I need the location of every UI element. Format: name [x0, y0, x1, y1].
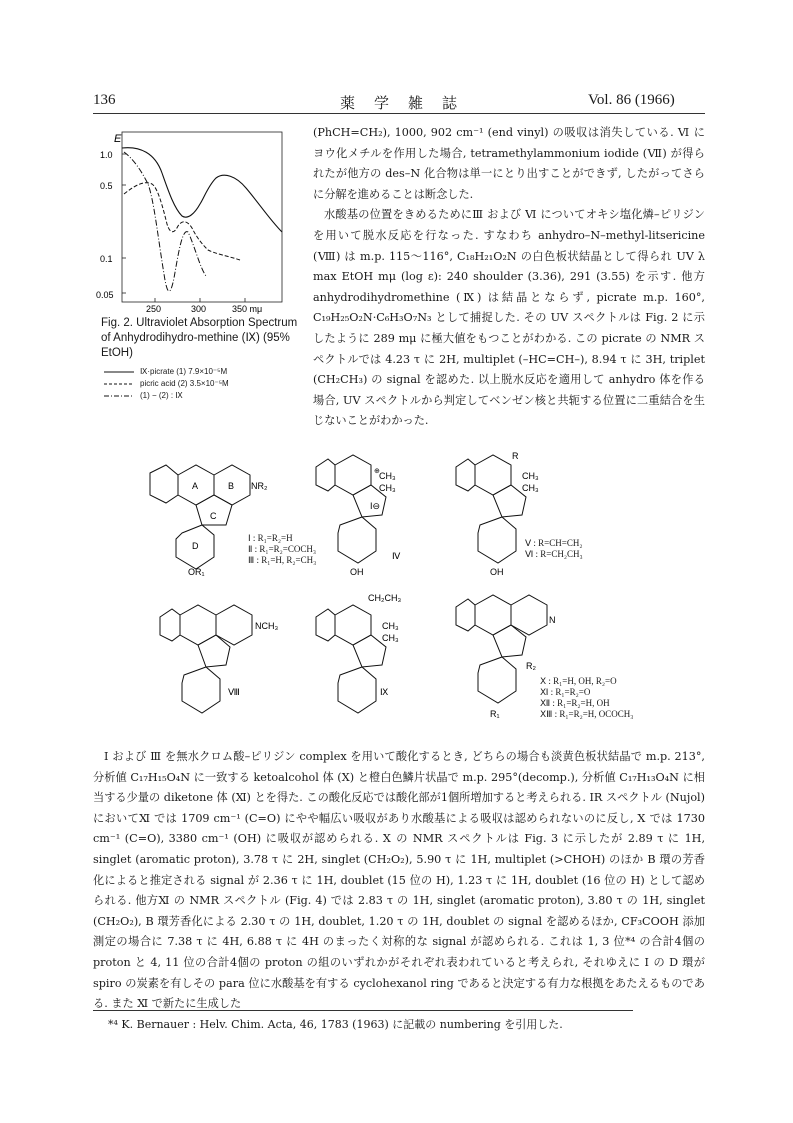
label-iii: Ⅲ : R₁=H, R₂=CH₃ [248, 555, 317, 565]
ring-d: D [192, 541, 199, 551]
ring-a: A [192, 481, 199, 491]
structure-v-vi [456, 455, 526, 563]
header-rule [93, 113, 705, 114]
journal-title: 薬 学 雑 誌 [340, 96, 460, 112]
atom-n-x: N [549, 615, 556, 625]
structure-ix [316, 605, 389, 713]
atom-oh-v: OH [490, 567, 504, 577]
label-ix: Ⅸ [380, 687, 389, 697]
footnote-rule [93, 1010, 633, 1011]
x-tick-1: 250 [146, 304, 162, 314]
y-tick-2: 0.5 [100, 181, 113, 191]
y-tick-3: 0.1 [100, 254, 113, 264]
paragraph-1: (PhCH=CH₂), 1000, 902 cm⁻¹ (end vinyl) の吸収は消失している. Ⅵ にヨウ化メチルを作用した場合, tetramethylammonium iodide (Ⅶ) が得られたが他方の des–N 化合物は単一にとり出すことができず, したがってさらに分解を進めることは断念した. [313, 126, 705, 201]
figure-legend [104, 366, 304, 402]
atom-or1: OR₁ [188, 567, 205, 577]
atom-ch3-iv-1: CH₃ [379, 471, 396, 481]
legend-item-2: picric acid (2) 3.5×10⁻⁵M [140, 379, 229, 388]
atom-nch3: NCH₃ [255, 621, 279, 631]
page-number: 136 [93, 92, 116, 108]
atom-iodide: I⊖ [370, 501, 381, 511]
atom-r-v: R [512, 451, 519, 461]
atom-r2-x: R₂ [526, 661, 536, 671]
ring-c: C [210, 511, 217, 521]
footnote: *⁴ K. Bernauer : Helv. Chim. Acta, 46, 1783 (1963) に記載の numbering を引用した. [108, 1018, 563, 1031]
structure-i-iii [150, 465, 250, 569]
atom-nr2: NR₂ [251, 481, 268, 491]
atom-ch3-ix-1: CH₃ [382, 621, 399, 631]
legend-item-3: (1) − (2) : Ⅸ [140, 391, 183, 400]
atom-plus: ⊕ [374, 468, 380, 475]
right-column-text [313, 123, 705, 432]
series-difference [124, 152, 206, 291]
structure-x-xiii [456, 595, 547, 703]
label-iv: Ⅳ [392, 551, 401, 561]
atom-ch2ch3: CH₂CH₃ [368, 593, 402, 603]
y-tick-1: 1.0 [100, 150, 113, 160]
paragraph-2: 水酸基の位置をきめるためにⅢ および Ⅵ についてオキシ塩化燐–ピリジンを用いて脱水反応を行なった. すなわち anhydro–N–methyl-litsericine (Ⅷ) は m.p. 115〜116°, C₁₈H₂₁O₂N の白色板状結晶として得られ UV λ max EtOH mμ (log ε): 240 shoulder (3.36), 291 (3.55) を示す. 他方 anhydrodihydromethine (Ⅸ) は結晶とならず, picrate m.p. 160°, C₁₉H₂₅O₂N·C₆H₃O₇N₃ として捕捉した. その UV スペクトルは Fig. 2 に示したように 289 mμ に極大値をもつことがわかる. この picrate の NMR スペクトルでは 4.23 τ に 2H, multiplet (–HC=CH–), 8.94 τ に 3H, triplet (CH₂CH₃) の signal を認めた. 以上脱水反応を適用して anhydro 体を作る場合, UV スペクトルから判定してベンゼン核と共轭する位置に二重結合を生じないことがわかった. [313, 208, 705, 428]
x-tick-2: 300 [191, 304, 207, 314]
uv-spectrum-figure [96, 128, 290, 314]
structure-labels-v-vi [525, 538, 583, 560]
label-ii: Ⅱ : R₁=R₂=COCH₃ [248, 544, 317, 554]
paragraph-3: Ⅰ および Ⅲ を無水クロム酸–ピリジン complex を用いて酸化するとき, どちらの場合も淡黄色板状結晶で m.p. 213°, 分析値 C₁₇H₁₅O₄N に一致する ketoalcohol 体 (Ⅹ) と橙白色鱗片状晶で m.p. 295°(decomp.), 分析値 C₁₇H₁₃O₄N に相当する少量の diketone 体 (Ⅺ) とを得た. この酸化反応では酸化部が1個所増加すると考えられる. IR スペクトル (Nujol) においてⅪ では 1709 cm⁻¹ (C=O) にやや幅広い吸収があり水酸基による吸収は認められないのに反し, Ⅹ では 1730 cm⁻¹ (C=O), 3380 cm⁻¹ (OH) に吸収が認められる. Ⅹ の NMR スペクトルは Fig. 3 に示したが 2.89 τ に 1H, singlet (aromatic proton), 3.78 τ に 2H, singlet (CH₂O₂), 5.90 τ に 1H, multiplet (>CHOH) のほか B 環の芳香化によると推定される signal が 2.36 τ に 1H, doublet (15 位の H), 1.23 τ に 1H, doublet (16 位の H) として認められる. 他方Ⅺ の NMR スペクトル (Fig. 4) では 2.83 τ の 1H, singlet (aromatic proton), 3.80 τ の 1H, singlet (CH₂O₂), B 環芳香化による 2.30 τ の 1H, doublet, 1.20 τ の 1H, doublet の signal を認めるほか, CF₃COOH 添加測定の場合に 7.38 τ に 4H, 6.88 τ に 4H のまったく対称的な signal が認められる. これは 1, 3 位*⁴ の合計4個の proton と 4, 11 位の合計4個の proton の組のいずれかがそれぞれ表われていると考えられ, それゆえに Ⅰ の D 環が spiro の炭素を有しその para 位に水酸基を有する cyclohexanol ring であると決定する有力な根拠をあたえるものである. また Ⅺ で新たに生成した [93, 750, 705, 1011]
structure-labels-i-iii [248, 533, 316, 566]
series-picric-acid [124, 183, 240, 260]
label-xii: Ⅻ : R₁=R₂=H, OH [540, 698, 610, 708]
x-tick-3: 350 mμ [232, 304, 263, 314]
atom-ch3-iv-2: CH₃ [379, 483, 396, 493]
label-xiii: ⅩⅢ : R₁=R₂=H, OCOCH₃ [540, 709, 634, 719]
atom-oh-iv: OH [350, 567, 364, 577]
label-viii: Ⅷ [228, 687, 240, 697]
plot-frame [122, 132, 282, 302]
figure-caption: Fig. 2. Ultraviolet Absorption Spectrum of Anhydrodihydro-methine (Ⅸ) (95% EtOH) [101, 317, 298, 359]
body-text [93, 747, 705, 1015]
ring-b: B [228, 481, 235, 491]
structure-labels-x-xiii [540, 676, 633, 720]
label-x: Ⅹ : R₁=H, OH, R₂=O [540, 676, 617, 686]
atom-ch3-v-2: CH₃ [522, 483, 539, 493]
label-v: Ⅴ : R=CH=CH₂ [525, 538, 583, 548]
label-i: Ⅰ : R₁=R₂=H [248, 533, 293, 543]
label-vi: Ⅵ : R=CH₂CH₃ [525, 549, 583, 559]
axis-label-e: E [114, 133, 122, 145]
atom-r1-x: R₁ [490, 709, 500, 719]
atom-ch3-v-1: CH₃ [522, 471, 539, 481]
series-ix-picrate [122, 148, 282, 232]
y-tick-4: 0.05 [96, 290, 114, 300]
atom-ch3-ix-2: CH₃ [382, 633, 399, 643]
volume-info: Vol. 86 (1966) [588, 92, 675, 108]
label-xi: Ⅺ : R₁=R₂=O [540, 687, 591, 697]
legend-item-1: Ⅸ·picrate (1) 7.9×10⁻⁵M [140, 367, 228, 376]
